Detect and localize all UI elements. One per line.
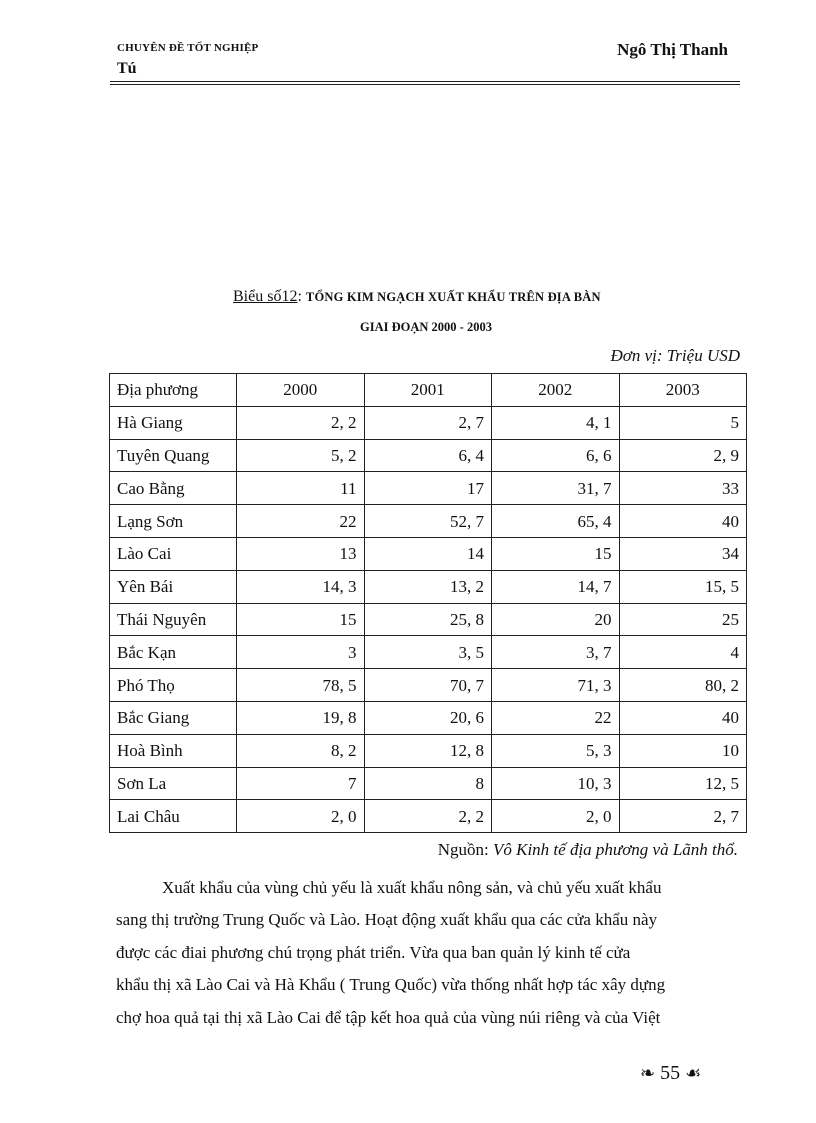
caption-separator: : [297,288,306,305]
value-cell: 12, 5 [619,767,747,800]
value-cell: 20 [492,603,620,636]
value-cell: 52, 7 [364,505,492,538]
locality-cell: Lai Châu [110,800,237,833]
source-label: Nguồn: [437,840,493,859]
caption-subtitle: GIAI ĐOẠN 2000 - 2003 [360,320,492,334]
table-caption [233,288,601,306]
locality-cell: Yên Bái [110,570,237,603]
locality-cell: Tuyên Quang [110,439,237,472]
locality-cell: Hà Giang [110,406,237,439]
caption-label: Biểu số12 [233,288,298,305]
value-cell: 2, 0 [237,800,365,833]
table-row [110,439,747,472]
value-cell: 80, 2 [619,669,747,702]
column-header-year: 2001 [364,374,492,407]
caption-title: TỔNG KIM NGẠCH XUẤT KHẨU TRÊN ĐỊA BÀN [305,290,601,304]
value-cell: 8 [364,767,492,800]
value-cell: 2, 2 [237,406,365,439]
value-cell: 2, 9 [619,439,747,472]
locality-cell: Thái Nguyên [110,603,237,636]
value-cell: 5, 2 [237,439,365,472]
table-row [110,505,747,538]
value-cell: 11 [237,472,365,505]
table-row [110,701,747,734]
value-cell: 10 [619,734,747,767]
value-cell: 6, 4 [364,439,492,472]
value-cell: 2, 0 [492,800,620,833]
page-footer [640,1062,701,1085]
value-cell: 17 [364,472,492,505]
source-note [438,840,738,860]
locality-cell: Lạng Sơn [110,505,237,538]
column-header-year: 2000 [237,374,365,407]
paragraph-line: Xuất khẩu của vùng chủ yếu là xuất khẩu nông sản, và chủ yếu xuất khẩu [162,878,662,897]
locality-cell: Phó Thọ [110,669,237,702]
value-cell: 2, 7 [364,406,492,439]
value-cell: 3 [237,636,365,669]
value-cell: 14 [364,537,492,570]
value-cell: 4 [619,636,747,669]
paragraph-line: khẩu thị xã Lào Cai và Hà Khẩu ( Trung Quốc) vừa thống nhất hợp tác xây dựng [116,975,666,995]
table-header-row [110,374,747,407]
value-cell: 33 [619,472,747,505]
table-row [110,636,747,669]
paragraph-line: chợ hoa quả tại thị xã Lào Cai để tập kết hoa quả của vùng núi riêng và của Việt [116,1007,661,1027]
value-cell: 3, 7 [492,636,620,669]
header-rule-bottom [110,84,740,85]
value-cell: 40 [619,701,747,734]
table-row [110,603,747,636]
value-cell: 13 [237,537,365,570]
value-cell: 20, 6 [364,701,492,734]
table-body [110,406,747,832]
value-cell: 5 [619,406,747,439]
column-header-year: 2003 [619,374,747,407]
header-author: Ngô Thị Thanh [617,40,728,59]
value-cell: 22 [237,505,365,538]
value-cell: 19, 8 [237,701,365,734]
locality-cell: Lào Cai [110,537,237,570]
table-row [110,472,747,505]
locality-cell: Sơn La [110,767,237,800]
value-cell: 8, 2 [237,734,365,767]
value-cell: 5, 3 [492,734,620,767]
value-cell: 70, 7 [364,669,492,702]
value-cell: 14, 7 [492,570,620,603]
body-paragraph [116,872,741,1034]
paragraph-line: sang thị trường Trung Quốc và Lào. Hoạt động xuất khẩu qua các cửa khẩu này [116,910,658,930]
value-cell: 65, 4 [492,505,620,538]
value-cell: 31, 7 [492,472,620,505]
value-cell: 22 [492,701,620,734]
table-row [110,734,747,767]
value-cell: 40 [619,505,747,538]
value-cell: 25 [619,603,747,636]
value-cell: 15 [492,537,620,570]
value-cell: 15 [237,603,365,636]
locality-cell: Bắc Giang [110,701,237,734]
locality-cell: Cao Bằng [110,472,237,505]
value-cell: 25, 8 [364,603,492,636]
column-header-locality: Địa phương [110,374,237,407]
header-rule-top [110,81,740,82]
value-cell: 14, 3 [237,570,365,603]
table-row [110,767,747,800]
flourish-right-icon: ☙ [685,1063,702,1083]
value-cell: 12, 8 [364,734,492,767]
value-cell: 34 [619,537,747,570]
paragraph-line: được các điai phương chú trọng phát triển. Vừa qua ban quản lý kinh tế cửa [116,942,631,962]
value-cell: 78, 5 [237,669,365,702]
page-number: 55 [660,1062,681,1084]
table-row [110,570,747,603]
value-cell: 10, 3 [492,767,620,800]
header-left-bottom: Tú [117,60,137,77]
column-header-year: 2002 [492,374,620,407]
table-row [110,800,747,833]
value-cell: 15, 5 [619,570,747,603]
export-table [109,373,747,833]
value-cell: 71, 3 [492,669,620,702]
value-cell: 2, 7 [619,800,747,833]
unit-note: Đơn vị: Triệu USD [610,346,740,365]
table-row [110,537,747,570]
value-cell: 2, 2 [364,800,492,833]
locality-cell: Bắc Kạn [110,636,237,669]
value-cell: 3, 5 [364,636,492,669]
value-cell: 6, 6 [492,439,620,472]
value-cell: 4, 1 [492,406,620,439]
locality-cell: Hoà Bình [110,734,237,767]
flourish-left-icon: ❧ [640,1063,656,1083]
value-cell: 7 [237,767,365,800]
source-name: Vô Kinh tế địa phương và Lãnh thổ. [492,840,738,859]
table-row [110,406,747,439]
value-cell: 13, 2 [364,570,492,603]
table-row [110,669,747,702]
header-left-top: CHUYÊN ĐỀ TỐT NGHIỆP [117,42,259,54]
